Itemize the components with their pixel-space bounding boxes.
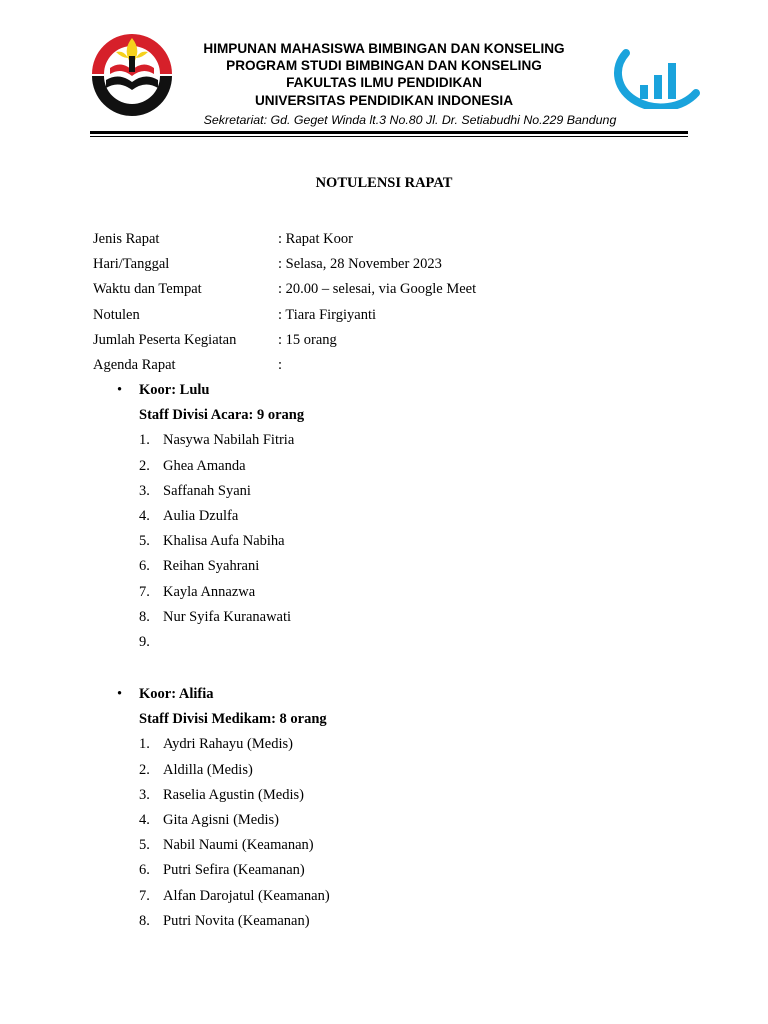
list-item [117, 557, 304, 582]
member-list [117, 431, 304, 658]
item-number: 4. [139, 811, 150, 828]
meta-value: : Tiara Firgiyanti [278, 306, 377, 323]
list-item [117, 507, 304, 532]
letterhead [182, 40, 586, 109]
list-item [117, 811, 327, 836]
meta-label: Agenda Rapat [93, 356, 176, 373]
bar-chart-circle-icon [592, 45, 705, 109]
item-number: 3. [139, 786, 150, 803]
item-number: 7. [139, 887, 150, 904]
list-item [117, 887, 330, 912]
item-number: 2. [139, 457, 150, 474]
list-item [117, 608, 304, 633]
item-number: 9. [139, 633, 150, 650]
item-number: 8. [139, 912, 150, 929]
item-number: 6. [139, 558, 150, 575]
list-item [117, 861, 327, 886]
member-name: Aldilla (Medis) [163, 761, 253, 778]
list-item [117, 482, 304, 507]
bullet-icon: • [117, 686, 123, 702]
member-name: Ghea Amanda [163, 457, 246, 474]
meta-label: Notulen [93, 306, 140, 323]
meta-label: Jenis Rapat [93, 231, 160, 247]
bullet-icon: • [117, 382, 123, 398]
secretariat-address: Sekretariat: Gd. Geget Winda lt.3 No.80 Jl. Dr. Setiabudhi No.229 Bandung [203, 113, 617, 127]
item-number: 3. [139, 482, 150, 499]
item-number: 6. [139, 862, 150, 879]
faculty-name: FAKULTAS ILMU PENDIDIKAN [286, 75, 482, 91]
member-name: Kayla Annazwa [163, 583, 256, 600]
meta-value: : 20.00 – selesai, via Google Meet [278, 281, 477, 298]
member-name: Reihan Syahrani [163, 558, 260, 575]
member-name: Raselia Agustin (Medis) [163, 786, 304, 803]
meta-label: Waktu dan Tempat [93, 281, 202, 298]
member-name: Nur Syifa Kuranawati [163, 608, 292, 625]
meta-label: Hari/Tanggal [93, 256, 170, 273]
member-name: Saffanah Syani [163, 482, 251, 499]
coordinator-line [117, 381, 304, 406]
list-item [117, 912, 327, 937]
list-item [117, 431, 304, 456]
item-number: 1. [139, 432, 150, 449]
list-item [117, 786, 327, 811]
meta-label: Jumlah Peserta Kegiatan [93, 331, 237, 348]
meta-value: : [278, 356, 283, 373]
coordinator-name: Koor: Lulu [139, 382, 210, 398]
item-number: 8. [139, 608, 150, 625]
list-item [117, 457, 304, 482]
meta-value: : Rapat Koor [278, 231, 353, 247]
item-number: 2. [139, 761, 150, 778]
item-number: 7. [139, 583, 150, 600]
item-number: 5. [139, 533, 150, 550]
university-emblem-icon [86, 30, 178, 116]
division-section-medikam [117, 685, 330, 937]
university-name: UNIVERSITAS PENDIDIKAN INDONESIA [254, 92, 514, 108]
coordinator-line [117, 685, 327, 710]
division-section-acara [117, 381, 304, 658]
member-name: Putri Sefira (Keamanan) [163, 862, 305, 879]
member-name: Alfan Darojatul (Keamanan) [163, 887, 330, 904]
member-name: Aydri Rahayu (Medis) [163, 736, 293, 753]
member-name: Aulia Dzulfa [163, 507, 239, 524]
member-name: Nasywa Nabilah Fitria [163, 432, 295, 449]
list-item [117, 583, 304, 608]
list-item [117, 633, 304, 658]
meta-value: : Selasa, 28 November 2023 [278, 256, 442, 273]
coordinator-name: Koor: Alifia [139, 686, 214, 702]
member-name: Nabil Naumi (Keamanan) [163, 837, 314, 854]
item-number: 1. [139, 736, 150, 753]
document-title: NOTULENSI RAPAT [315, 175, 453, 191]
org-name: HIMPUNAN MAHASISWA BIMBINGAN DAN KONSELING [203, 41, 565, 56]
member-list [117, 735, 330, 937]
list-item [117, 836, 327, 861]
meta-value: : 15 orang [278, 331, 337, 348]
list-item [117, 735, 327, 760]
member-name: Khalisa Aufa Nabiha [163, 533, 285, 550]
list-item [117, 532, 304, 557]
item-number: 4. [139, 507, 150, 524]
header-divider-thin [90, 136, 688, 137]
staff-heading: Staff Divisi Acara: 9 orang [139, 407, 305, 424]
header-divider-thick [90, 131, 688, 134]
list-item [117, 761, 327, 786]
member-name: Gita Agisni (Medis) [163, 811, 279, 828]
program-name: PROGRAM STUDI BIMBINGAN DAN KONSELING [226, 58, 542, 74]
item-number: 5. [139, 837, 150, 854]
staff-heading: Staff Divisi Medikam: 8 orang [139, 711, 327, 728]
member-name: Putri Novita (Keamanan) [163, 912, 310, 929]
